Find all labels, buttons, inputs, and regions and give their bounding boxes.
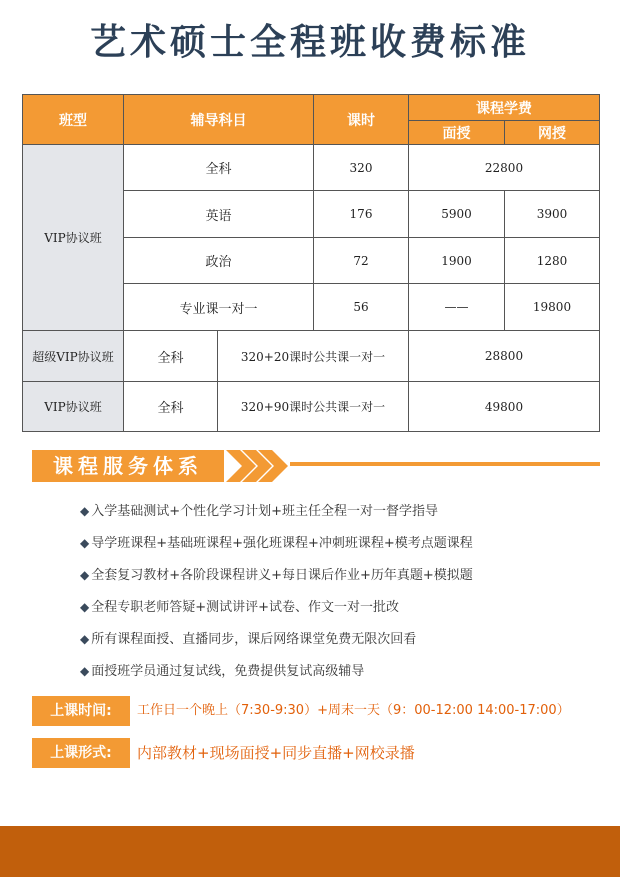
header-tuition: 课程学费 [409,95,600,121]
vip-fee: 49800 [409,382,600,432]
row-politics-hours: 72 [314,238,409,284]
row-english-in-person: 5900 [409,191,505,238]
row-politics-online: 1280 [505,238,600,284]
vip-name: VIP协议班 [23,382,124,432]
schedule-value: 工作日一个晚上（7:30-9:30）+周末一天（9：00-12:00 14:00-17:00） [137,703,570,718]
super-vip-hours: 320+20课时公共课一对一 [218,331,409,382]
header-subject: 辅导科目 [124,95,314,145]
page-title: 艺术硕士全程班收费标准 [89,22,530,63]
services-title: 课程服务体系 [32,450,224,482]
list-item: ◆ 全套复习教材+各阶段课程讲义+每日课后作业+历年真题+模拟题 [80,568,473,583]
row-major-hours: 56 [314,284,409,331]
list-item: ◆ 面授班学员通过复试线，免费提供复试高级辅导 [80,664,365,679]
services-list [80,495,473,687]
header-in-person: 面授 [409,121,505,145]
list-item: ◆ 导学班课程+基础班课程+强化班课程+冲刺班课程+模考点题课程 [80,536,473,551]
row-all-fee: 22800 [409,145,600,191]
format-label: 上课形式: [32,738,130,768]
row-major-subject: 专业课一对一 [124,284,314,331]
diamond-bullet-icon: ◆ [80,600,90,614]
format-value: 内部教材+现场面授+同步直播+网校录播 [137,744,415,762]
super-vip-subject: 全科 [124,331,218,382]
section-divider [290,462,600,466]
super-vip-fee: 28800 [409,331,600,382]
list-item: ◆ 所有课程面授、直播同步，课后网络课堂免费无限次回看 [80,632,417,647]
row-all-hours: 320 [314,145,409,191]
row-major-online: 19800 [505,284,600,331]
row-major-in-person: —— [409,284,505,331]
header-hours: 课时 [314,95,409,145]
diamond-bullet-icon: ◆ [80,632,90,646]
diamond-bullet-icon: ◆ [80,568,90,582]
header-online: 网授 [505,121,600,145]
row-politics-subject: 政治 [124,238,314,284]
row-all-subject: 全科 [124,145,314,191]
row-politics-in-person: 1900 [409,238,505,284]
vip-subject: 全科 [124,382,218,432]
list-item: ◆ 入学基础测试+个性化学习计划+班主任全程一对一督学指导 [80,504,439,519]
row-english-hours: 176 [314,191,409,238]
super-vip-name: 超级VIP协议班 [23,331,124,382]
fee-table [22,94,600,432]
vip-hours: 320+90课时公共课一对一 [218,382,409,432]
footer-band [0,826,620,877]
row-english-online: 3900 [505,191,600,238]
chevron-arrows-icon [226,448,288,484]
diamond-bullet-icon: ◆ [80,504,90,518]
schedule-label: 上课时间: [32,696,130,726]
header-class-type: 班型 [23,95,124,145]
group-vip-name: VIP协议班 [23,145,124,331]
list-item: ◆ 全程专职老师答疑+测试讲评+试卷、作文一对一批改 [80,600,400,615]
diamond-bullet-icon: ◆ [80,664,90,678]
diamond-bullet-icon: ◆ [80,536,90,550]
row-english-subject: 英语 [124,191,314,238]
